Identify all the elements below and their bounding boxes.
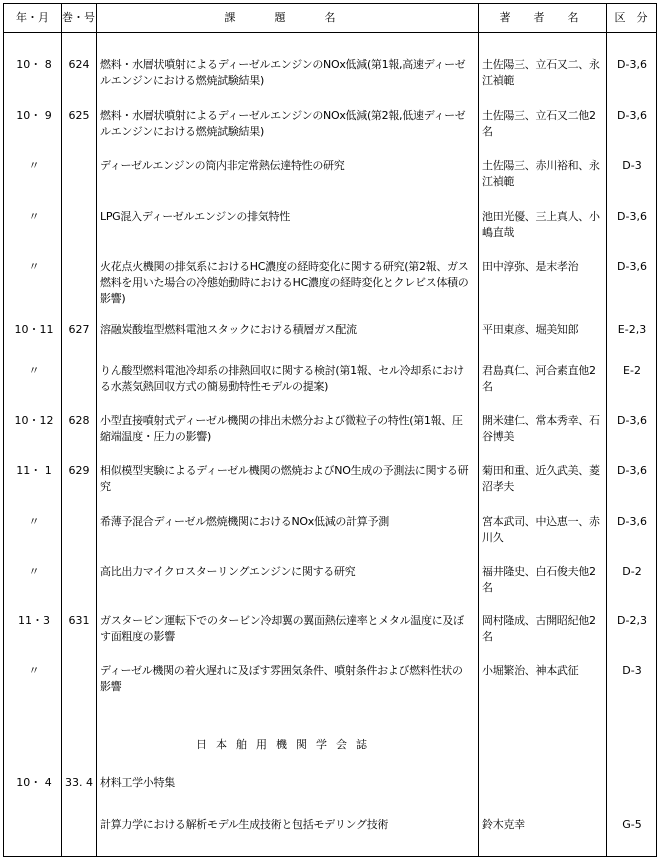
row-classification: D-3,6 (617, 58, 647, 71)
row-author: 小堀繁治、神本武征 (482, 664, 579, 677)
row-title: ディーゼル機関の着火遅れに及ぼす雰囲気条件、噴射条件および燃料性状の影響 (100, 664, 463, 693)
row-classification: D-3,6 (617, 414, 647, 427)
section-subheading: 材料工学小特集 (100, 776, 175, 789)
row-volume: 625 (68, 109, 90, 122)
row-classification: E-2 (623, 364, 641, 377)
row-title: LPG混入ディーゼルエンジンの排気特性 (100, 210, 290, 223)
row-title: 燃料・水層状噴射によるディーゼルエンジンのNOx低減(第1報,高速ディーゼルエンジンにおける燃焼試験結果) (100, 58, 466, 87)
row-title: りん酸型燃料電池冷却系の排熱回収に関する検討(第1報、セル冷却系における水蒸気熱回収方式の簡易動特性モデルの提案) (100, 364, 464, 393)
row-classification: D-3 (622, 159, 642, 172)
header-divider (4, 32, 656, 33)
row-author: 土佐陽三、赤川裕和、永江禎範 (482, 159, 600, 188)
header-date: 年・月 (16, 11, 49, 24)
row-author: 福井隆史、白石俊夫他2名 (482, 565, 596, 594)
row-classification: D-3,6 (617, 260, 647, 273)
row-volume: 33. 4 (65, 776, 93, 789)
row-title: 計算力学における解析モデル生成技術と包括モデリング技術 (100, 818, 389, 831)
column-divider (96, 4, 97, 856)
row-author: 岡村隆成、古開昭紀他2名 (482, 614, 596, 643)
row-title: 高比出力マイクロスターリングエンジンに関する研究 (100, 565, 356, 578)
section-heading: 日本舶用機関学会誌 (196, 738, 376, 751)
row-author: 君島真仁、河合素直他2名 (482, 364, 596, 393)
row-classification: D-2,3 (617, 614, 647, 627)
row-author: 菊田和重、近久武美、菱沼孝夫 (482, 464, 600, 493)
row-author: 土佐陽三、立石又二、永江禎範 (482, 58, 600, 87)
row-date: 10・ 9 (16, 109, 52, 122)
row-volume: 631 (68, 614, 90, 627)
row-volume: 629 (68, 464, 90, 477)
row-volume: 628 (68, 414, 90, 427)
row-classification: D-3,6 (617, 210, 647, 223)
row-author: 土佐陽三、立石又二他2名 (482, 109, 596, 138)
header-classification: 区 分 (614, 11, 648, 24)
row-classification: D-2 (622, 565, 642, 578)
row-classification: D-3,6 (617, 515, 647, 528)
row-classification: D-3,6 (617, 464, 647, 477)
row-date: 〃 (28, 565, 40, 578)
row-author: 田中淳弥、是末孝治 (482, 260, 579, 273)
row-title: ディーゼルエンジンの筒内非定常熱伝達特性の研究 (100, 159, 345, 172)
row-classification: G-5 (622, 818, 642, 831)
row-date: 〃 (28, 515, 40, 528)
row-volume: 624 (68, 58, 90, 71)
row-date: 10・ 4 (16, 776, 52, 789)
row-author: 鈴木克幸 (482, 818, 525, 831)
row-date: 〃 (28, 364, 40, 377)
row-date: 〃 (28, 664, 40, 677)
row-title: 燃料・水層状噴射によるディーゼルエンジンのNOx低減(第2報,低速ディーゼルエンジンにおける燃焼試験結果) (100, 109, 466, 138)
row-author: 開米建仁、常本秀幸、石谷博美 (482, 414, 600, 443)
row-date: 11・ 1 (16, 464, 52, 477)
row-date: 〃 (28, 260, 40, 273)
row-date: 〃 (28, 210, 40, 223)
row-title: ガスタービン運転下でのタービン冷却翼の翼面熱伝達率とメタル温度に及ぼす面粗度の影響 (100, 614, 464, 643)
row-title: 火花点火機関の排気系におけるHC濃度の経時変化に関する研究(第2報、ガス燃料を用いた場合の冷態始動時におけるHC濃度の経時変化とクレビス体積の影響) (100, 260, 469, 305)
header-title: 課 題 名 (224, 11, 350, 24)
row-title: 希薄予混合ディーゼル燃焼機関におけるNOx低減の計算予測 (100, 515, 389, 528)
row-title: 相似模型実験によるディーゼル機関の燃焼およびNO生成の予測法に関する研究 (100, 464, 469, 493)
row-classification: D-3,6 (617, 109, 647, 122)
row-author: 宮本武司、中込恵一、赤川久 (482, 515, 600, 544)
row-author: 池田光優、三上真人、小嶋直哉 (482, 210, 600, 239)
row-date: 10・ 8 (16, 58, 52, 71)
column-divider (61, 4, 62, 856)
row-title: 小型直接噴射式ディーゼル機関の排出未燃分および微粒子の特性(第1報、圧縮端温度・圧力の影響) (100, 414, 463, 443)
row-volume: 627 (68, 323, 90, 336)
row-classification: E-2,3 (617, 323, 647, 336)
row-author: 平田東彦、堀美知郎 (482, 323, 579, 336)
row-title: 溶融炭酸塩型燃料電池スタックにおける積層ガス配流 (100, 323, 357, 336)
header-volume: 巻・号 (62, 11, 95, 24)
publication-table (3, 3, 657, 857)
row-date: 10・12 (14, 414, 54, 427)
column-divider (478, 4, 479, 856)
row-classification: D-3 (622, 664, 642, 677)
column-divider (606, 4, 607, 856)
header-author: 著 者 名 (499, 11, 585, 24)
row-date: 〃 (28, 159, 40, 172)
row-date: 11・3 (18, 614, 50, 627)
row-date: 10・11 (14, 323, 54, 336)
